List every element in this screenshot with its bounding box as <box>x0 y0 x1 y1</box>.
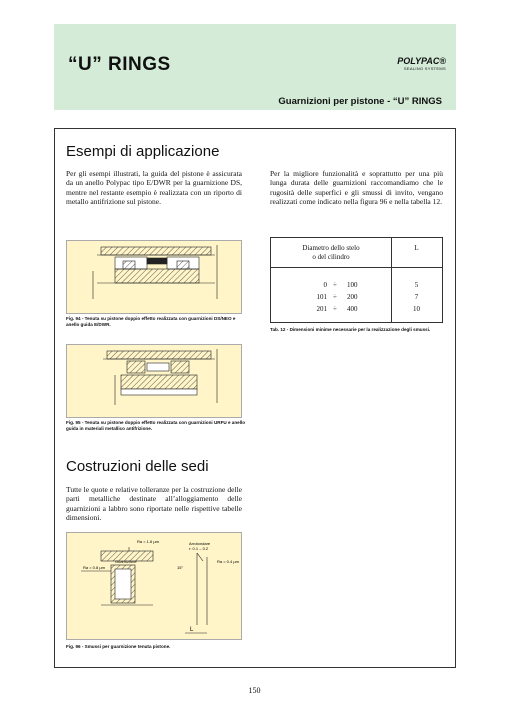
table-cell-sep: ÷ <box>333 293 337 301</box>
brand-subtitle: SEALING SYSTEMS <box>403 66 446 71</box>
table-header-diameter-line2: o del cilindro <box>312 253 350 261</box>
table-cell-from: 201 <box>316 305 327 313</box>
paragraph-left: Per gli esempi illustrati, la guida del pistone è assicurata da un anello Polypac tipo E/DWR per la guarnizione DS, mentre nel restante esempio è realizzata con un riporto di metallo antifrizione sul pistone. <box>66 169 242 206</box>
fig96-label-ra1: Ra = 1.6 µm <box>137 539 159 544</box>
table-cell-L: 5 <box>414 281 419 289</box>
table-cell-to: 200 <box>347 293 358 301</box>
table-cell-from: 0 <box>323 281 327 289</box>
polypac-logo <box>397 56 446 71</box>
header-subtitle: Guarnizioni per pistone - “U” RINGS <box>278 96 442 107</box>
page-title: “U” RINGS <box>68 54 171 75</box>
table12-caption-text: Tab. 12 - Dimensioni minime necessarie per la realizzazione degli smussi. <box>270 327 431 332</box>
fig96-label-r: r: 0.1 – 0.2 <box>189 546 209 551</box>
fig95-caption <box>66 420 246 432</box>
fig96-drawing <box>67 533 243 641</box>
fig95-drawing <box>67 345 243 419</box>
fig95-caption-text: Fig. 95 - Tenuta su pistone doppio effetto realizzata con guarnizioni URFU e anello guida in materiali metallico antifrizione. <box>66 420 246 431</box>
table12-caption <box>270 327 450 333</box>
fig96-label-L: L <box>190 627 194 633</box>
figure-96 <box>66 532 242 640</box>
table-cell-L: 7 <box>414 293 419 301</box>
table-cell-sep: ÷ <box>333 281 337 289</box>
fig96-label-angle: 15° <box>177 565 184 570</box>
table-header-diameter <box>271 238 391 268</box>
table-cell-to: 400 <box>347 305 358 313</box>
fig96-label-guarnizione: Guarnizione <box>115 559 137 564</box>
page-number: 150 <box>248 686 261 695</box>
section-heading-applications: Esempi di applicazione <box>66 143 220 160</box>
figure-95 <box>66 344 242 418</box>
paragraph-right: Per la migliore funzionalità e soprattutto per una più lunga durata delle guarnizioni raccomandiamo che le rugosità delle superfici e gli smussi di invito, vengano realizzati come indicato nella figura 96 e nella tabella 12. <box>270 169 443 206</box>
paragraph-seats: Tutte le quote e relative tolleranze per la costruzione delle parti metalliche destinate all’alloggiamento delle guarnizioni a labbro sono riportate nelle rispettive tabelle dimensioni. <box>66 485 242 522</box>
table-cell-sep: ÷ <box>333 305 337 313</box>
section-heading-seats: Costruzioni delle sedi <box>66 458 209 475</box>
fig96-label-ra2: Ra = 0.8 µm <box>83 565 105 570</box>
table-header-diameter-line1: Diametro dello stelo <box>302 244 360 252</box>
figure-94 <box>66 240 242 314</box>
fig96-label-arrotondare: Arrotondare <box>189 541 211 546</box>
header-band <box>54 24 456 110</box>
fig96-caption-text: Fig. 96 - Smussi per guarnizione tenuta pistone. <box>66 644 171 649</box>
fig94-caption <box>66 316 246 328</box>
table-header-L: L <box>391 238 442 268</box>
brand-name: POLYPAC® <box>397 56 446 66</box>
fig96-label-ra3: Ra = 0.4 µm <box>217 559 239 564</box>
table-cell-to: 100 <box>347 281 358 289</box>
table-cell-from: 101 <box>316 293 327 301</box>
table-cell-L: 10 <box>413 305 420 313</box>
fig94-drawing <box>67 241 243 315</box>
table-12 <box>270 237 443 323</box>
fig94-caption-text: Fig. 94 - Tenuta su pistone doppio effetto realizzata con guarnizioni DS/NEO e anello guida E/DWR. <box>66 316 236 327</box>
fig96-caption <box>66 644 246 650</box>
